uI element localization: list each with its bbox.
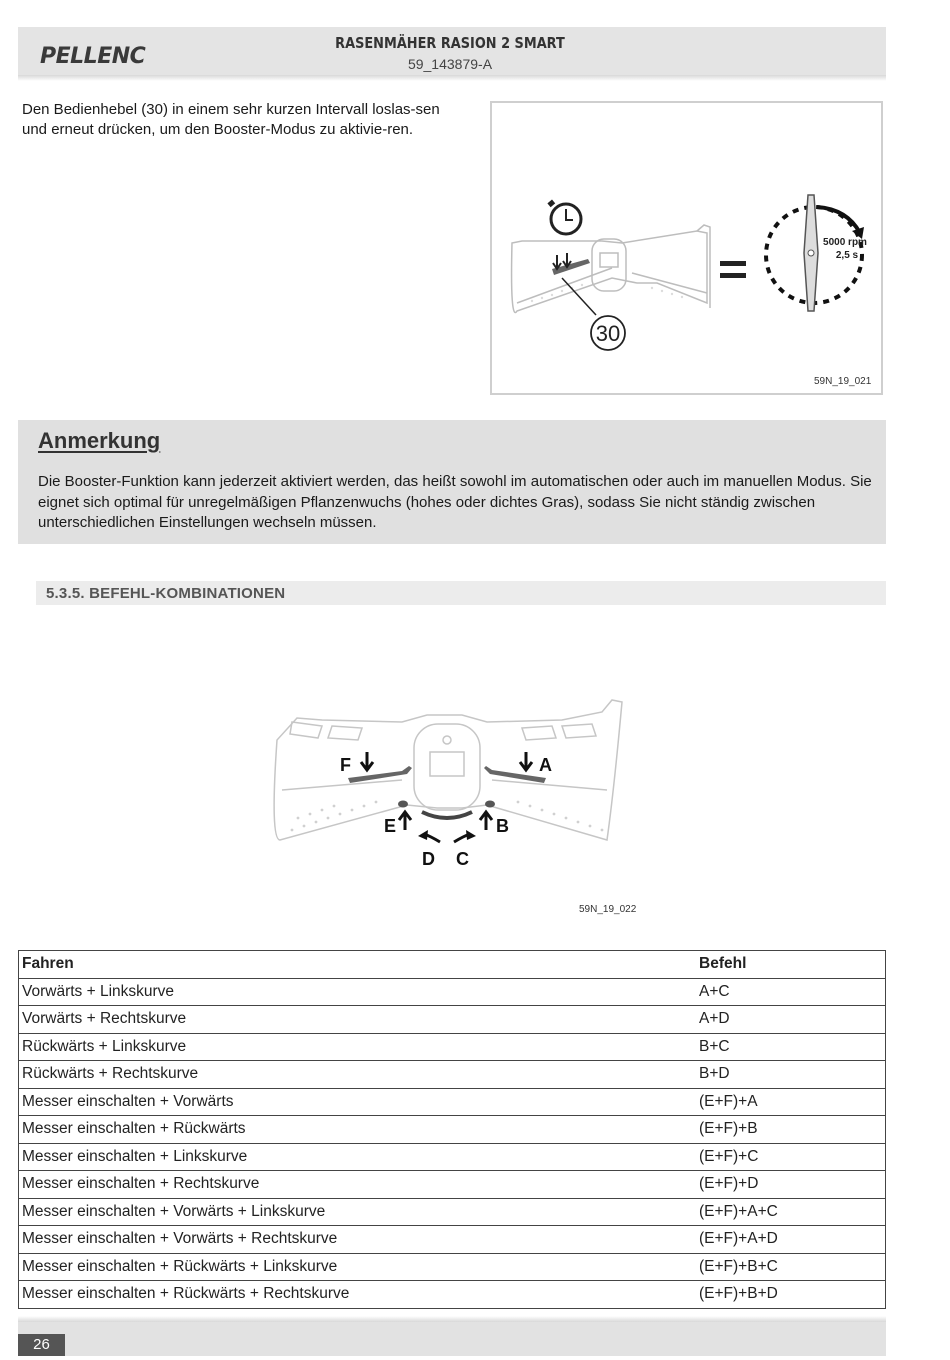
cell-befehl: (E+F)+B bbox=[696, 1116, 886, 1144]
cell-befehl: B+C bbox=[696, 1033, 886, 1061]
cell-fahren: Messer einschalten + Linkskurve bbox=[19, 1143, 697, 1171]
cell-befehl: (E+F)+A+D bbox=[696, 1226, 886, 1254]
table-row bbox=[19, 1116, 886, 1144]
brand-logo: PELLENC bbox=[40, 44, 146, 69]
page-number: 26 bbox=[18, 1334, 65, 1356]
label-a: A bbox=[539, 755, 552, 775]
cell-fahren: Messer einschalten + Rückwärts + Rechtskurve bbox=[19, 1281, 697, 1309]
cell-fahren: Messer einschalten + Vorwärts bbox=[19, 1088, 697, 1116]
table-row bbox=[19, 1033, 886, 1061]
cell-fahren: Rückwärts + Linkskurve bbox=[19, 1033, 697, 1061]
cell-fahren: Rückwärts + Rechtskurve bbox=[19, 1061, 697, 1089]
table-row bbox=[19, 1281, 886, 1309]
note-text: Die Booster-Funktion kann jederzeit aktiviert werden, das heißt sowohl im automatischen oder auch im manuellen Modus. Sie eignet sich optimal für unregelmäßigen Pflanzenwuchs (hohes oder dichtes Gras), sodass Sie nicht ständig zwischen unterschiedlichen Einstellungen wechseln müssen. bbox=[38, 473, 872, 531]
label-d: D bbox=[422, 849, 435, 869]
table-row bbox=[19, 978, 886, 1006]
cell-fahren: Messer einschalten + Vorwärts + Linkskurve bbox=[19, 1198, 697, 1226]
table-row bbox=[19, 1171, 886, 1199]
table-row bbox=[19, 1006, 886, 1034]
cell-befehl: A+C bbox=[696, 978, 886, 1006]
section-title: 5.3.5. BEFEHL-KOMBINATIONEN bbox=[46, 585, 286, 602]
table-row bbox=[19, 1088, 886, 1116]
label-e: E bbox=[384, 816, 397, 836]
table-row bbox=[19, 1253, 886, 1281]
speed-label: 5000 rpm bbox=[823, 237, 867, 248]
label-c: C bbox=[456, 849, 469, 869]
callout-number: 30 bbox=[595, 321, 621, 346]
label-f: F bbox=[340, 755, 351, 775]
table-row bbox=[19, 1143, 886, 1171]
cell-fahren: Messer einschalten + Rückwärts + Linkskurve bbox=[19, 1253, 697, 1281]
cell-befehl: (E+F)+A+C bbox=[696, 1198, 886, 1226]
note-title: Anmerkung bbox=[38, 428, 161, 453]
figure1-caption: 59N_19_021 bbox=[814, 376, 872, 387]
cell-befehl: (E+F)+C bbox=[696, 1143, 886, 1171]
cell-befehl: (E+F)+B+C bbox=[696, 1253, 886, 1281]
cell-fahren: Messer einschalten + Rechtskurve bbox=[19, 1171, 697, 1199]
table-row bbox=[19, 1226, 886, 1254]
figure-booster bbox=[490, 101, 883, 395]
document-title: RASENMÄHER RASION 2 SMART bbox=[335, 34, 565, 52]
cell-befehl: (E+F)+B+D bbox=[696, 1281, 886, 1309]
column-header: Fahren bbox=[19, 951, 697, 979]
cell-befehl: A+D bbox=[696, 1006, 886, 1034]
cell-befehl: B+D bbox=[696, 1061, 886, 1089]
cell-fahren: Vorwärts + Linkskurve bbox=[19, 978, 697, 1006]
handlebar-illustration bbox=[262, 690, 632, 880]
cell-befehl: (E+F)+D bbox=[696, 1171, 886, 1199]
figure-command-combinations bbox=[262, 690, 632, 880]
table-row bbox=[19, 1198, 886, 1226]
table-row bbox=[19, 1061, 886, 1089]
intro-paragraph: Den Bedienhebel (30) in einem sehr kurzen Intervall loslas-sen und erneut drücken, um den Booster-Modus zu aktivie-ren. bbox=[22, 101, 440, 138]
command-table bbox=[18, 950, 886, 1309]
time-label: 2,5 s bbox=[835, 250, 859, 261]
page-footer bbox=[18, 1322, 886, 1356]
label-b: B bbox=[496, 816, 509, 836]
table-header-row bbox=[19, 951, 886, 979]
booster-illustration bbox=[492, 103, 881, 393]
figure2-caption: 59N_19_022 bbox=[579, 904, 637, 915]
cell-befehl: (E+F)+A bbox=[696, 1088, 886, 1116]
cell-fahren: Messer einschalten + Vorwärts + Rechtskurve bbox=[19, 1226, 697, 1254]
cell-fahren: Messer einschalten + Rückwärts bbox=[19, 1116, 697, 1144]
document-code: 59_143879-A bbox=[407, 56, 493, 72]
column-header: Befehl bbox=[696, 951, 886, 979]
cell-fahren: Vorwärts + Rechtskurve bbox=[19, 1006, 697, 1034]
